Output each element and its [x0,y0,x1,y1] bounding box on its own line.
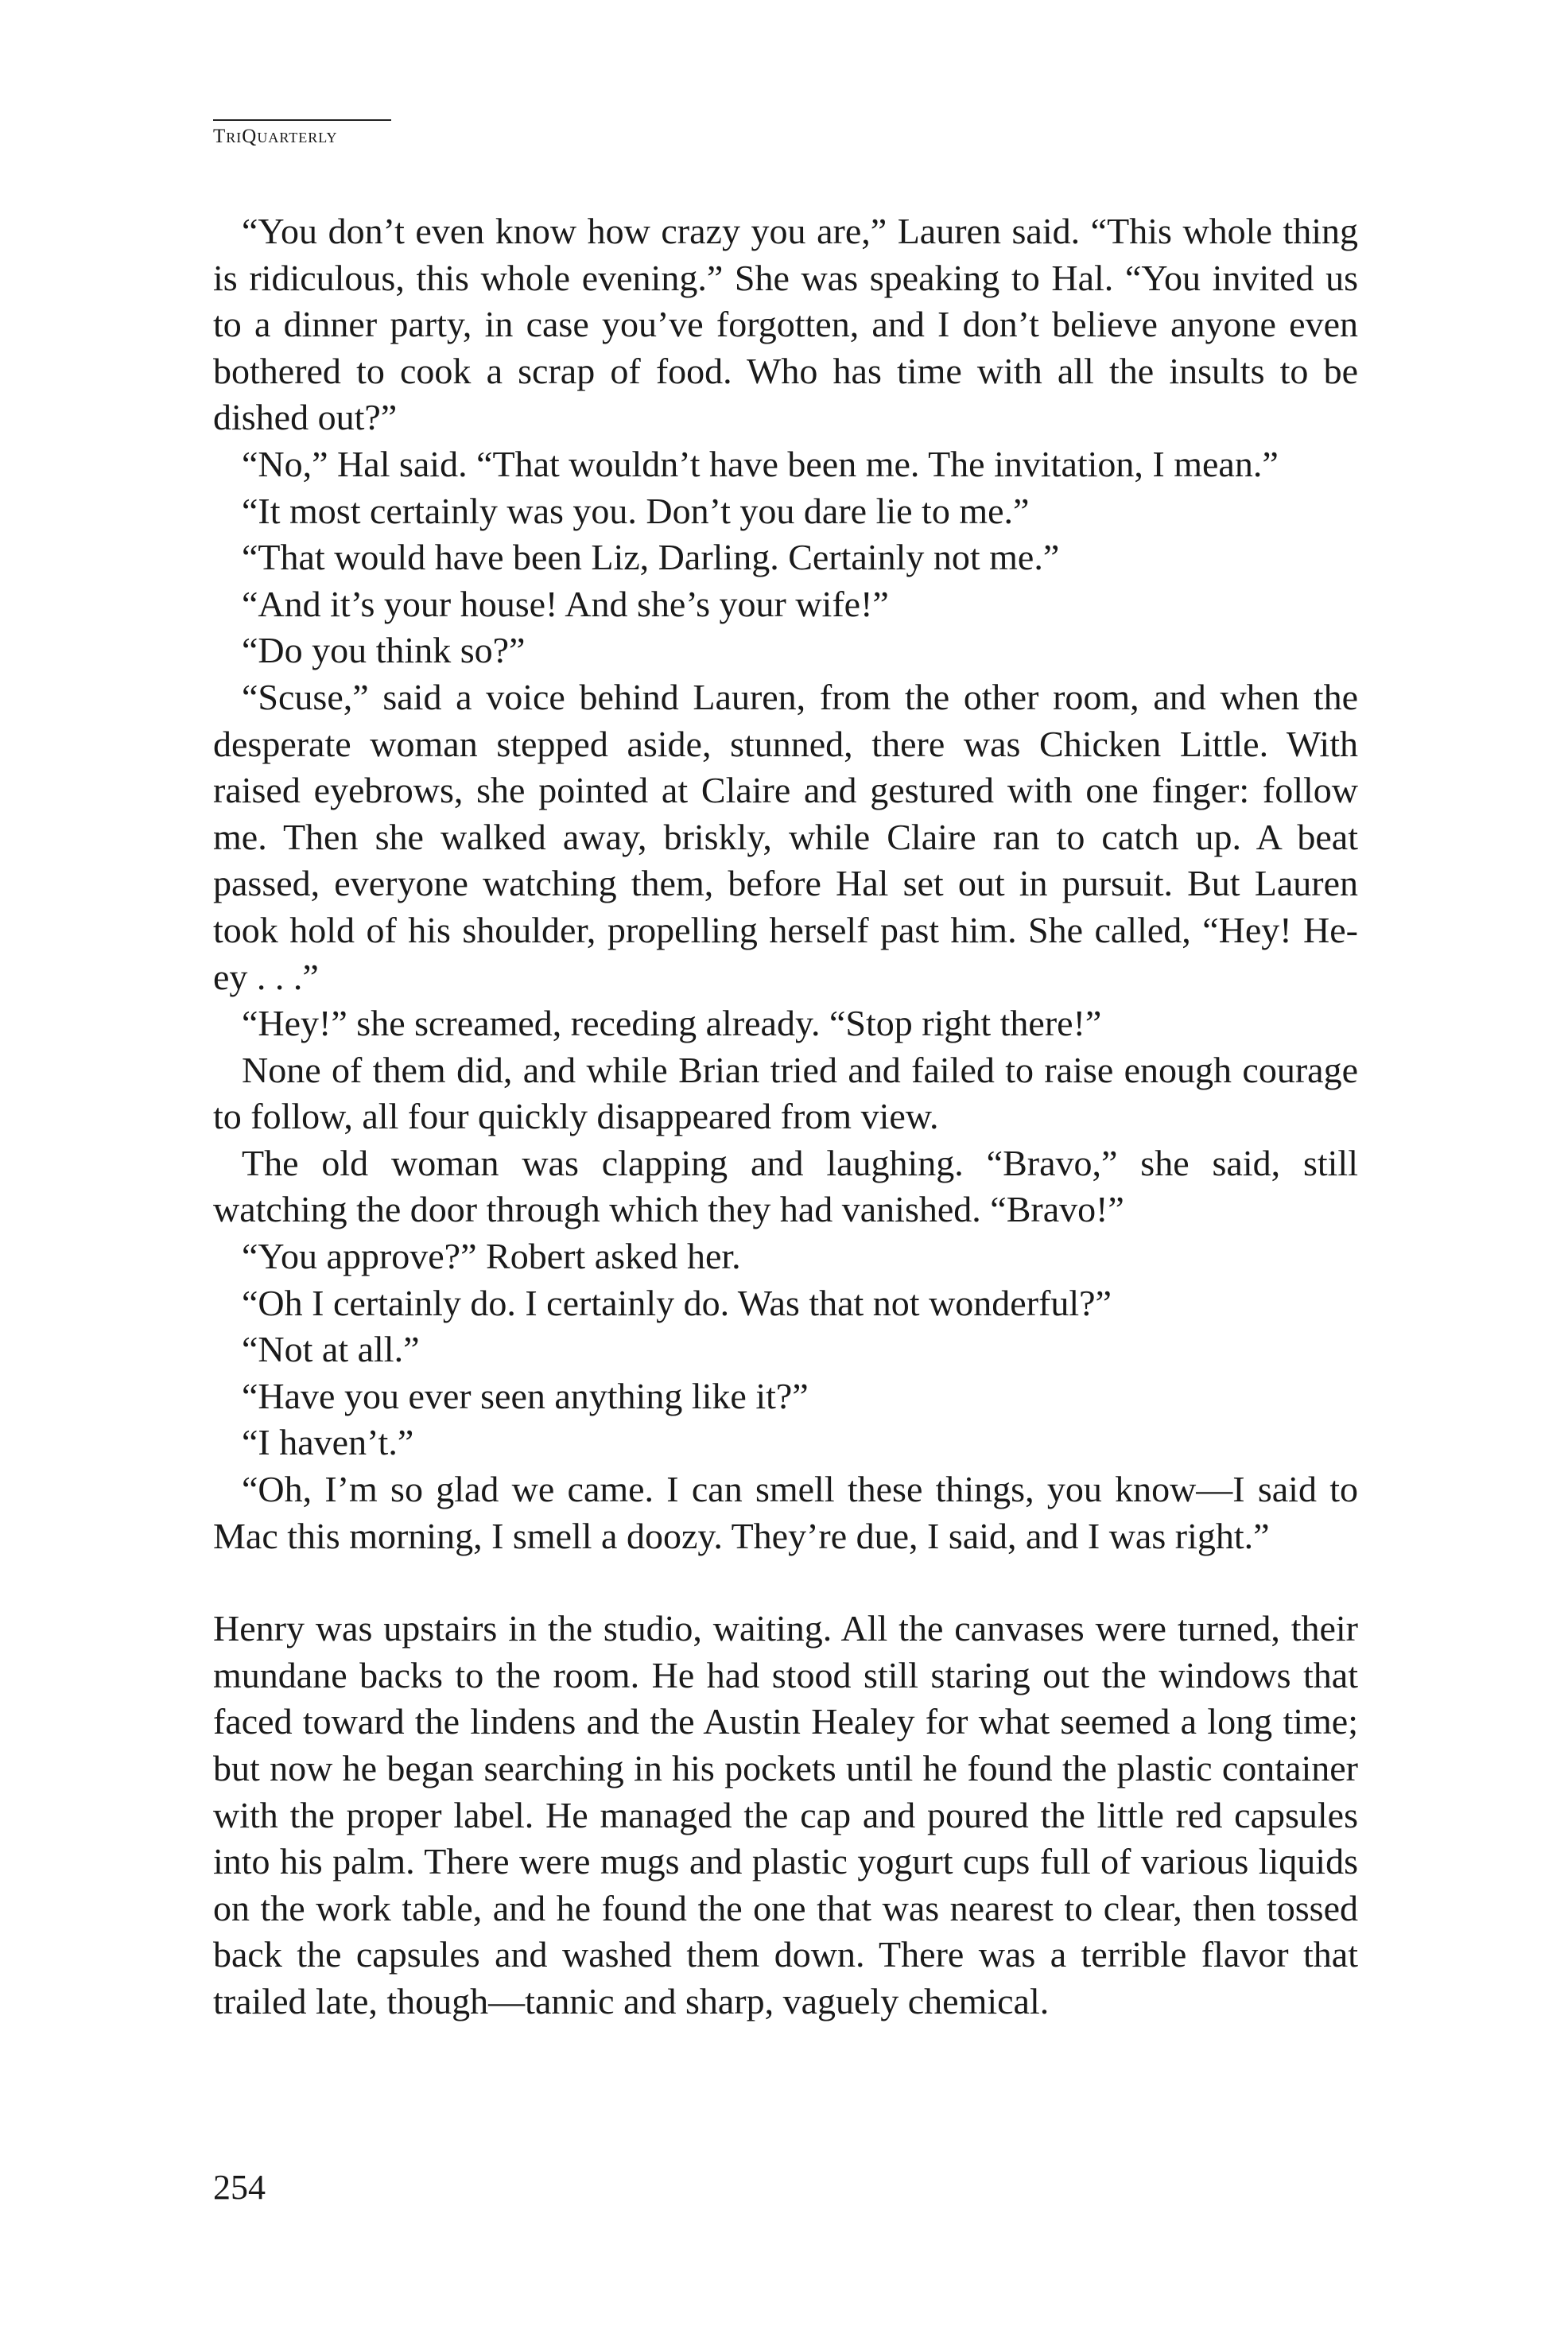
paragraph: “Have you ever seen anything like it?” [242,1375,809,1416]
paragraph: “It most certainly was you. Don’t you dare lie to me.” [242,490,1030,531]
running-head: TriQuarterly [213,119,391,148]
paragraph: “I haven’t.” [242,1422,414,1463]
body-text [213,208,1358,2025]
paragraph: “Scuse,” said a voice behind Lauren, from the other room, and when the desperate woman stepped aside, stunned, there was Chicken Little. With raised eyebrows, she pointed at Claire and gestured with one finger: follow me. Then she walked away, briskly, while Claire ran to catch up. A beat passed, everyone watching them, before Hal set out in pursuit. But Lauren took hold of his shoulder, propelling herself past him. She called, “Hey! He-ey . . .” [213,676,1358,997]
paragraph: “That would have been Liz, Darling. Certainly not me.” [242,537,1060,578]
paragraph: “Do you think so?” [242,630,526,671]
paragraph: “No,” Hal said. “That wouldn’t have been me. The invitation, I mean.” [242,443,1279,484]
paragraph: None of them did, and while Brian tried and failed to raise enough courage to follow, all four quickly disappeared from view. [213,1049,1358,1137]
paragraph: “You don’t even know how crazy you are,” Lauren said. “This whole thing is ridiculous, this whole evening.” She was speaking to Hal. “You invited us to a dinner party, in case you’ve forgotten, and I don’t believe anyone even bothered to cook a scrap of food. Who has time with all the insults to be dished out?” [213,211,1358,438]
paragraph: “You approve?” Robert asked her. [242,1236,741,1277]
paragraph: “Oh I certainly do. I certainly do. Was that not wonderful?” [242,1282,1112,1323]
section-break [213,1559,1358,1606]
paragraph: “Hey!” she screamed, receding already. “Stop right there!” [242,1003,1102,1044]
paragraph: “Oh, I’m so glad we came. I can smell these things, you know—I said to Mac this morning, I smell a doozy. They’re due, I said, and I was right.” [213,1469,1358,1556]
paragraph: “And it’s your house! And she’s your wife!” [242,583,889,624]
paragraph: “Not at all.” [242,1329,420,1370]
paragraph: The old woman was clapping and laughing. “Bravo,” she said, still watching the door through which they had vanished. “Bravo!” [213,1142,1358,1230]
page-number: 254 [213,2168,266,2207]
paragraph: Henry was upstairs in the studio, waiting. All the canvases were turned, their mundane backs to the room. He had stood still staring out the windows that faced toward the lindens and the Austin Healey for what seemed a long time; but now he began searching in his pockets until he found the plastic container with the proper label. He managed the cap and poured the little red capsules into his palm. There were mugs and plastic yogurt cups full of various liquids on the work table, and he found the one that was nearest to clear, then tossed back the capsules and washed them down. There was a terrible flavor that trailed late, though—tannic and sharp, vaguely chemical. [213,1608,1358,2021]
